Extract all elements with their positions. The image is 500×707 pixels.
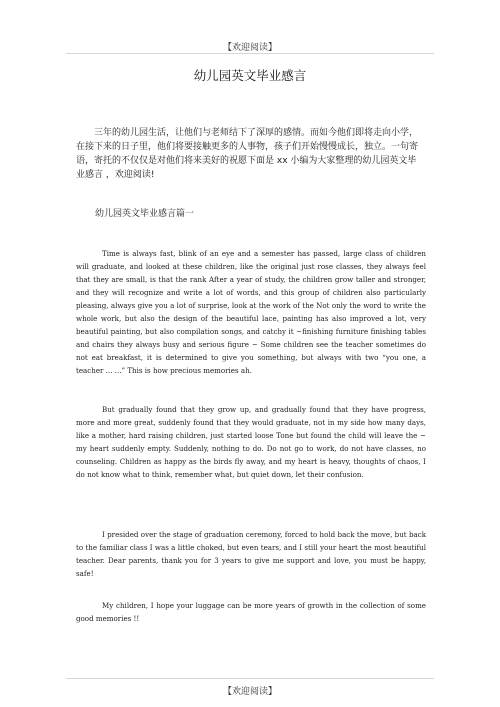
header-divider xyxy=(66,53,434,54)
footer-divider xyxy=(66,678,434,679)
body-paragraph-4: My children, I hope your luggage can be more years of growth in the collection of some good memories !! xyxy=(76,601,426,623)
section-heading: 幼儿园英文毕业感言篇一 xyxy=(95,209,195,219)
body-paragraph-2: But gradually found that they grow up, and gradually found that they have progress, more and more great, suddenly found that they would graduate, not in my side how many days, like a mother, hard raising children, just started loose Tone but found the child will leave the ~ my heart suddenly empty. Suddenly, nothing to do. Do not go to work, do not have classes, no counseling. Children as happy as the birds fly away, and my heart is heavy, thoughts of chaos, I do not know what to think, remember what, but quiet down, let their confusion. xyxy=(76,405,426,479)
footer-banner: 【欢迎阅读】 xyxy=(222,687,277,697)
page-title: 幼儿园英文毕业感言 xyxy=(193,68,307,83)
body-paragraph-3: I presided over the stage of graduation ceremony, forced to hold back the move, but back to the familiar class I was a little choked, but even tears, and I still your heart the most beautiful teacher. Dear parents, thank you for 3 years to give me support and love, you must be happy, safe! xyxy=(76,530,426,578)
body-paragraph-1: Time is always fast, blink of an eye and a semester has passed, large class of children will graduate, and looked at these children, like the original just rose classes, they always feel that they are small, is that the rank After a year of study, the children grow taller and stronger, and they will recognize and write a lot of words, and this group of children also particularly pleasing, always give you a lot of surprise, look at the work of the Not only the word to write the whole work, but also the design of the beautiful lace, painting has also improved a lot, very beautiful painting, but also compilation songs, and catchy it ~finishing furniture finishing tables and chairs they always busy and serious figure ~ Some children see the teacher sometimes do not eat breakfast, it is determined to give you something, but always with two “you one, a teacher ... ...” This is how precious memories ah. xyxy=(76,249,426,375)
header-banner: 【欢迎阅读】 xyxy=(222,43,277,53)
intro-paragraph: 三年的幼儿园生活，让他们与老师结下了深厚的感情。而如今他们即将走向小学，在接下来的日子里，他们将要接触更多的人事物，孩子们开始慢慢成长，独立。一句寄语，寄托的不仅仅是对他们将来美好的祝愿下面是 xx 小编为大家整理的幼儿园英文毕业感言 ，欢迎阅读! xyxy=(76,128,419,180)
